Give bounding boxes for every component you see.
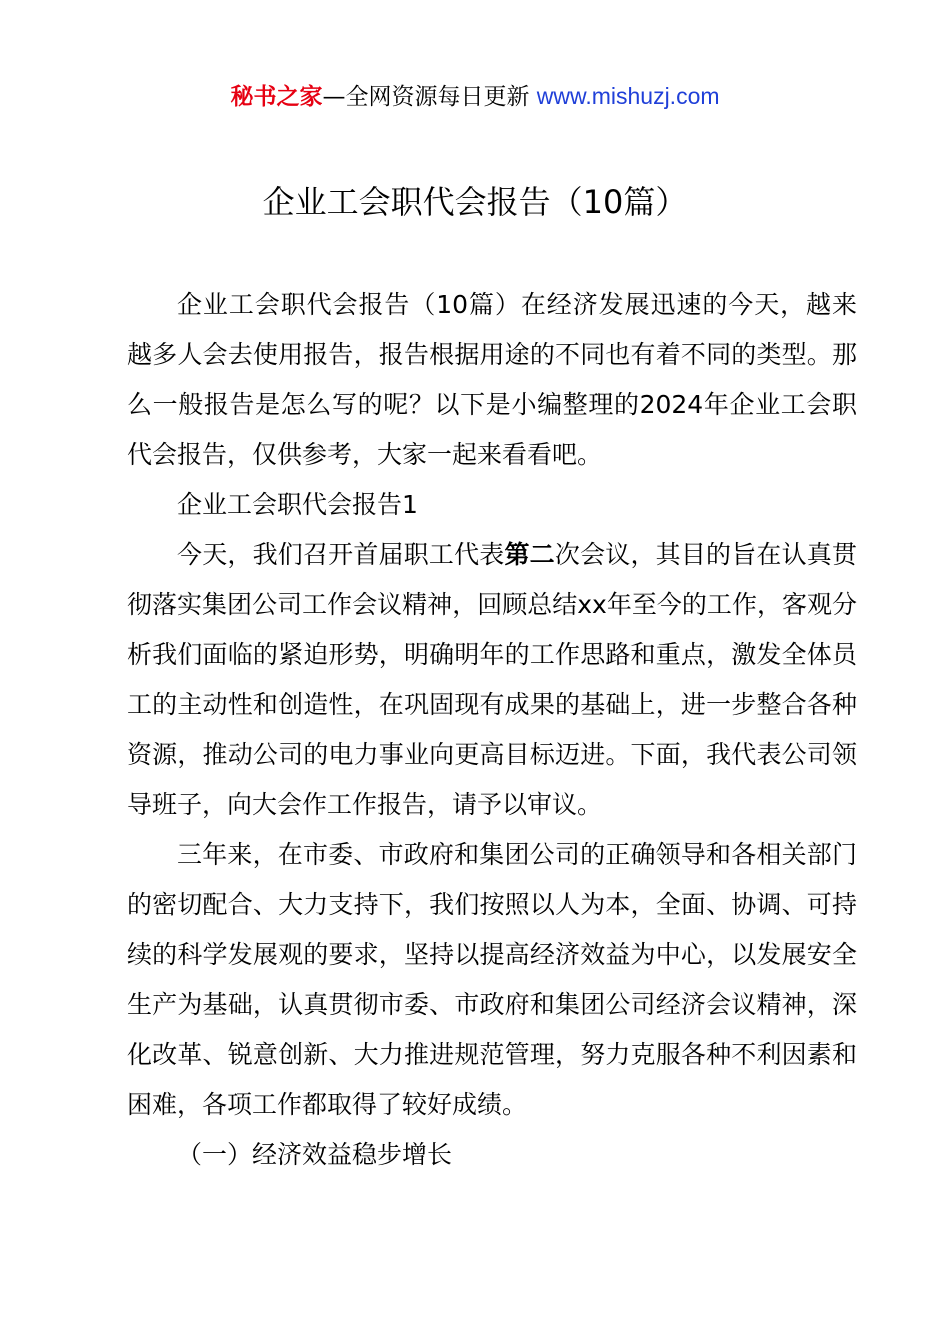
site-url-link[interactable]: www.mishuzj.com <box>536 83 720 109</box>
intro-paragraph: 企业工会职代会报告（10篇）在经济发展迅速的今天，越来越多人会去使用报告，报告根据用途的不同也有着不同的类型。那么一般报告是怎么写的呢？以下是小编整理的2024年企业工会职代会报告，仅供参考，大家一起来看看吧。 <box>127 290 857 469</box>
body-paragraph: 三年来，在市委、市政府和集团公司的正确领导和各相关部门的密切配合、大力支持下，我们按照以人为本，全面、协调、可持续的科学发展观的要求，坚持以提高经济效益为中心，以发展安全生产为基础，认真贯彻市委、市政府和集团公司经济会议精神，深化改革、锐意创新、大力推进规范管理，努力克服各种不利因素和困难，各项工作都取得了较好成绩。 <box>127 840 857 1119</box>
header-tagline: —全网资源每日更新 <box>322 84 537 110</box>
brand-name: 秘书之家 <box>230 84 323 110</box>
section-heading: 企业工会职代会报告1 <box>177 490 418 519</box>
body-paragraph <box>127 530 857 830</box>
text-run: 今天，我们召开首届职工代表 <box>177 540 505 569</box>
document-body <box>127 280 857 1180</box>
subsection-heading: （一）经济效益稳步增长 <box>177 1140 453 1169</box>
bold-text-run: 第二 <box>504 540 555 569</box>
text-run: 次会议，其目的旨在认真贯彻落实集团公司工作会议精神，回顾总结xx年至今的工作，客观分析我们面临的紧迫形势，明确明年的工作思路和重点，激发全体员工的主动性和创造性，在巩固现有成果的基础上，进一步整合各种资源，推动公司的电力事业向更高目标迈进。下面，我代表公司领导班子，向大会作工作报告，请予以审议。 <box>127 540 857 819</box>
site-header <box>0 80 950 113</box>
document-title: 企业工会职代会报告（10篇） <box>262 183 688 221</box>
